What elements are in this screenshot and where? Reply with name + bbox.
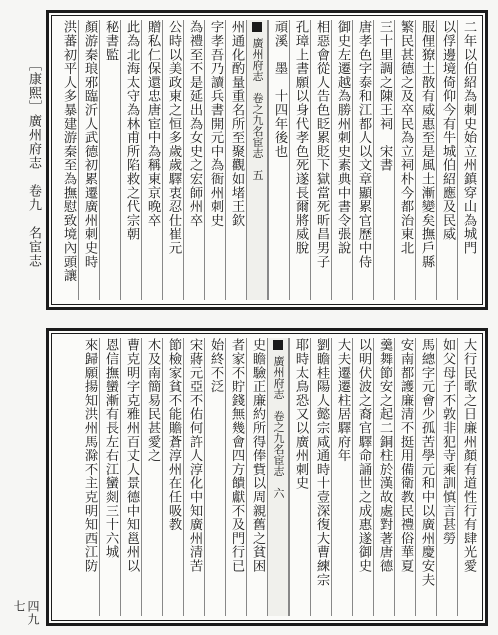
lower-col: 木及南簡易民甚愛之 — [141, 338, 162, 616]
upper-text-area — [56, 20, 478, 300]
lower-col: 來歸願揚知洪州馬滁不主克明知西江防 — [82, 338, 97, 573]
fish-tail-icon — [252, 22, 262, 32]
lower-col: 始終不泛 — [204, 338, 225, 616]
lower-col: 者家不貯錢無幾會四方饋獻不及門行已 — [225, 338, 246, 616]
upper-page — [46, 10, 488, 310]
upper-col: 字孝吾乃讀兵書開元中為衙州刺史 — [204, 20, 225, 300]
lower-page — [46, 328, 488, 626]
upper-col: 繁民甚德之及卒民為立祠朴今都治東北 — [394, 20, 415, 300]
lower-banxin — [267, 338, 289, 616]
upper-col: 贈私仁保還忠唐宦中為稱東京晚卒 — [141, 20, 162, 300]
lower-col: 大夫遷遷柱居驛府年 — [331, 338, 352, 616]
lower-col: 宋蔣元亞不佑何許人淳化中知廣州清苦 — [183, 338, 204, 616]
upper-banxin — [246, 20, 268, 300]
lower-col: 羹舞節安之起二銅柱於漢故處對著唐德 — [373, 338, 394, 616]
upper-col: 洪蕃初平人多暴建游秦至為撫慰致境內頭讓 — [61, 20, 76, 283]
lower-text-area — [56, 338, 478, 616]
upper-col: 相惡會從人告色眨累貶下獄當死昕昌男子 — [310, 20, 331, 300]
banxin-label: 廣州府志 卷之九名宦志 五 — [251, 37, 264, 181]
upper-col: 二年以伯紹為刺史始立州鎮穿山為城門 — [457, 20, 478, 300]
lower-col: 以明伏波之裔官驛命誦世之成惠遂御史 — [352, 338, 373, 616]
lower-col: 安南都護廉清不挺用備衛教民禮俗華夏 — [394, 338, 415, 616]
lower-col: 節檢家貧不能贍蒼淳州在任吸教 — [162, 338, 183, 616]
lower-col: 史瞻驗正廉約所得俸貲以周親舊之貧困 — [246, 338, 267, 616]
lower-col: 劉瞻桂陽人懿宗咸通時十壹深復大曹練宗 — [310, 338, 331, 616]
upper-col: 公時以美政東之恒多歲歲驛衷忍仕崔元 — [162, 20, 183, 300]
page-number: 四九七 — [12, 600, 40, 626]
lower-col: 恩信撫蠻漸有長左右江蠻剡三十六城 — [99, 338, 120, 616]
upper-col: 三十里調之陳王祠 宋書 — [373, 20, 394, 300]
banxin-label: 廣州府志 卷之九名宦志 六 — [272, 355, 285, 499]
upper-col: 州通化酌量重名所至聚觀如堵王欽 — [225, 20, 246, 300]
lower-col: 大行民歌之日廉州顏有道性行有肆光愛 — [457, 338, 478, 616]
upper-col: 服俚獠土散有威惠至是風土漸變矣撫戶縣 — [415, 20, 436, 300]
upper-col: 唐孝色字泰和江都人以文章顯累官歷中侍 — [352, 20, 373, 300]
margin-note-top: ［康熙］廣州府志 卷九 名宦志 — [26, 58, 41, 268]
upper-col: 以俘邊境倚仰今有牛城伯紹應及民威 — [436, 20, 457, 300]
upper-col: 秘書監 — [99, 20, 120, 300]
lower-col: 耶時太鳥恐又以廣州刺史 — [289, 338, 310, 616]
upper-col: 此為北海太守為林甫所陷救之代宗朝 — [120, 20, 141, 300]
upper-col: 為禮至不是延出為女史之宏師州卒 — [183, 20, 204, 300]
lower-col: 馬總字元會少孤苦學元和中以廣州慶安夫 — [415, 338, 436, 616]
upper-col: 御史左遷越為勝州刺史素典中書令張說 — [331, 20, 352, 300]
upper-col: 顏游秦琅邪臨沂人武德初累遷廣州刺史時 — [78, 20, 99, 300]
fish-tail-icon — [273, 340, 283, 350]
upper-col: 孔璋上書願以身代孝色死遂長爾將威脫 — [289, 20, 310, 300]
upper-col: 頑溪 墨 十四年後也 — [268, 20, 289, 300]
lower-col: 如父母子不敦非犯寺乘訓慎言甚勞 — [436, 338, 457, 616]
lower-col: 曹克明字克雅州百丈人景德中知邕州以 — [120, 338, 141, 616]
